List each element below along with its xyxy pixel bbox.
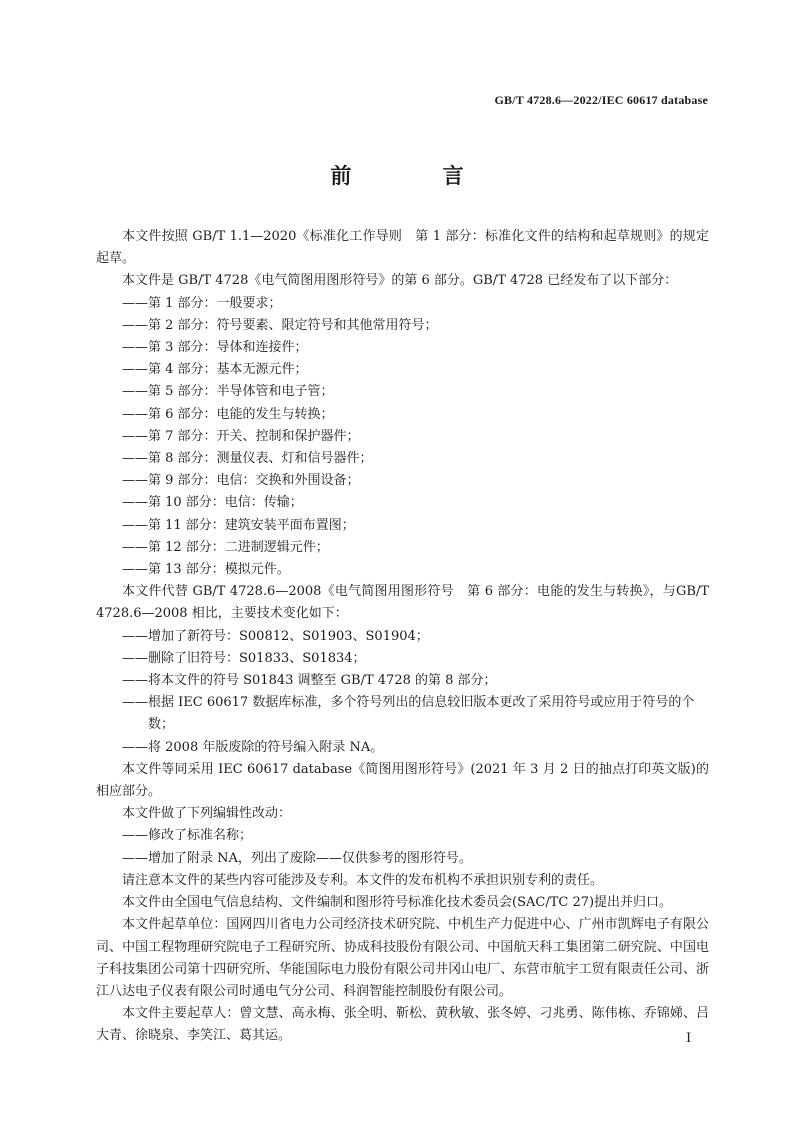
change-list-item: ——根据 IEC 60617 数据库标准，多个符号列出的信息较旧版本更改了采用符号或应用于符号的个数； [122, 695, 695, 733]
preface-body [96, 226, 709, 1048]
paragraph-drafters: 本文件主要起草人：曾文慧、高永梅、张全明、靳松、黄秋敏、张冬婷、刁兆勇、陈伟栋、乔锦娣、吕大青、徐晓泉、李笑江、葛其运。 [96, 1006, 709, 1044]
document-header: GB/T 4728.6—2022/IEC 60617 database [494, 93, 708, 107]
part-list-item: ——第 2 部分：符号要素、限定符号和其他常用符号； [122, 317, 438, 333]
paragraph-iec-adoption: 本文件等同采用 IEC 60617 database《简图用图形符号》(2021 年 3 月 2 日的抽点打印英文版)的相应部分。 [96, 761, 709, 800]
paragraph-editorial-changes: 本文件做了下列编辑性改动： [122, 806, 292, 822]
part-list-item: ——第 11 部分：建筑安装平面布置图； [122, 517, 355, 533]
part-list-item: ——第 7 部分：开关、控制和保护器件； [122, 428, 360, 444]
page-title: 前 言 [330, 163, 506, 188]
part-list-item: ——第 12 部分：二进制逻辑元件； [122, 539, 329, 555]
paragraph-series-intro: 本文件是 GB/T 4728《电气简图用图形符号》的第 6 部分。GB/T 4728 已经发布了以下部分： [122, 273, 678, 289]
paragraph-replacement: 本文件代替 GB/T 4728.6—2008《电气简图用图形符号 第 6 部分：电能的发生与转换》，与GB/T 4728.6—2008 相比，主要技术变化如下： [96, 584, 709, 622]
part-list-item: ——第 4 部分：基本无源元件； [122, 362, 308, 378]
change-list-item: ——删除了旧符号：S01833、S01834； [122, 650, 366, 666]
part-list-item: ——第 6 部分：电能的发生与转换； [122, 406, 334, 422]
paragraph-drafting-rules: 本文件按照 GB/T 1.1—2020《标准化工作导则 第 1 部分：标准化文件的结构和起草规则》的规定起草。 [96, 229, 709, 267]
part-list-item: ——第 10 部分：电信：传输； [122, 495, 303, 511]
paragraph-committee: 本文件由全国电气信息结构、文件编制和图形符号标准化技术委员会(SAC/TC 27)提出并归口。 [122, 895, 673, 911]
change-list-item: ——将本文件的符号 S01843 调整至 GB/T 4728 的第 8 部分； [122, 673, 497, 689]
part-list-item: ——第 1 部分：一般要求； [122, 295, 282, 311]
part-list-item: ——第 9 部分：电信：交换和外围设备； [122, 473, 360, 489]
edit-list-item: ——修改了标准名称； [122, 828, 253, 844]
change-list-item: ——将 2008 年版废除的符号编入附录 NA。 [122, 739, 384, 755]
part-list-item: ——第 13 部分：模拟元件。 [122, 562, 290, 578]
part-list-item: ——第 8 部分：测量仪表、灯和信号器件； [122, 451, 373, 467]
edit-list-item: ——增加了附录 NA，列出了废除——仅供参考的图形符号。 [122, 850, 472, 866]
part-list-item: ——第 3 部分：导体和连接件； [122, 340, 308, 356]
paragraph-patent-notice: 请注意本文件的某些内容可能涉及专利。本文件的发布机构不承担识别专利的责任。 [122, 872, 604, 888]
page-number: I [686, 1031, 692, 1046]
change-list-item: ——增加了新符号：S00812、S01903、S01904； [122, 628, 429, 644]
part-list-item: ——第 5 部分：半导体管和电子管； [122, 384, 334, 400]
paragraph-drafting-units: 本文件起草单位：国网四川省电力公司经济技术研究院、中机生产力促进中心、广州市凯辉电子有限公司、中国工程物理研究院电子工程研究所、协成科技股份有限公司、中国航天科工集团第二研究院、中国电子科技集团公司第十四研究所、华能国际电力股份有限公司井冈山电厂、东营市航宇工贸有限责任公司、浙江八达电子仪表有限公司时通电气分公司、科润智能控制股份有限公司。 [96, 917, 709, 999]
